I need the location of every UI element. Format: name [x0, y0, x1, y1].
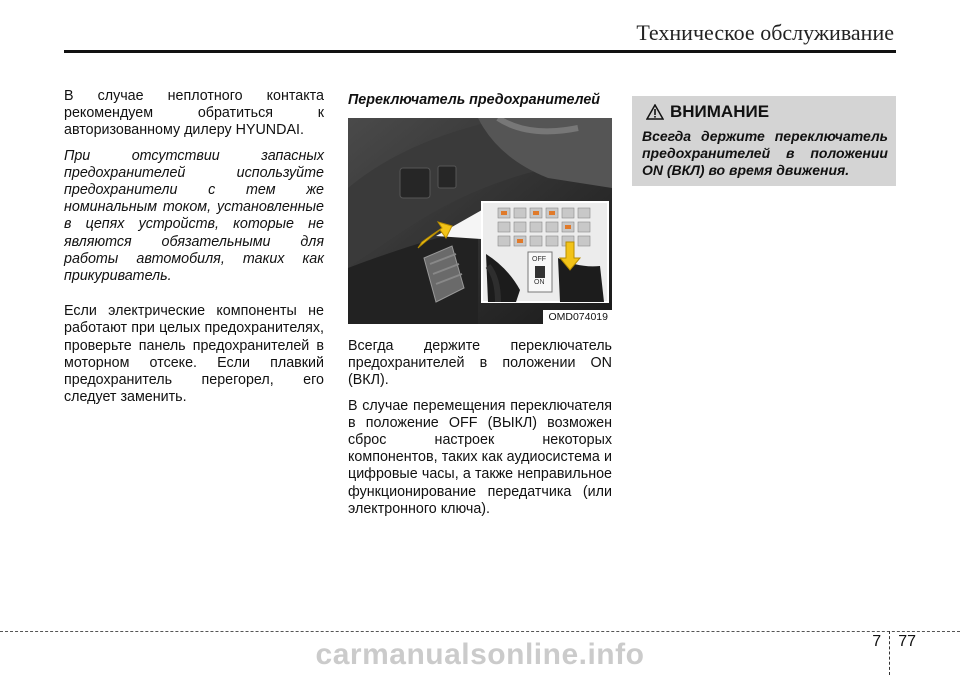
header-rule	[64, 50, 896, 53]
warning-text: Всегда держите переключатель предохранителей в положении ON (ВКЛ) во время движения.	[642, 128, 888, 178]
paragraph-keep-on: Всегда держите переключатель предохранителей в положении ON (ВКЛ).	[348, 338, 612, 389]
warning-box	[632, 96, 896, 186]
middle-column-text	[348, 338, 612, 518]
paragraph-dealer: В случае неплотного контакта рекомендуем обратиться к авторизованному дилеру HYUNDAI.	[64, 88, 324, 139]
footer-rule	[0, 631, 960, 632]
warning-title: ВНИМАНИЕ	[670, 102, 770, 121]
paragraph-engine-fuse-panel: Если электрические компоненты не работают при целых предохранителях, проверьте панель предохранителей в моторном отсеке. Если плавкий предохранитель перегорел, его следует заменить.	[64, 303, 324, 406]
fuse-switch-photo	[348, 118, 612, 324]
paragraph-spare-fuses: При отсутствии запасных предохранителей используйте предохранители с тем же номинальным током, установленные в цепях устройств, которые не являются обязательными для работы автомобиля, таких как прикуриватель.	[64, 147, 324, 285]
chapter-number: 7	[872, 633, 882, 650]
on-label: ON	[534, 279, 545, 286]
off-label: OFF	[532, 256, 546, 263]
image-code: OMD074019	[543, 310, 612, 324]
page-header-title: Техническое обслуживание	[636, 20, 894, 45]
warning-triangle-icon	[646, 104, 664, 120]
section-subtitle: Переключатель предохранителей	[348, 92, 601, 108]
left-column	[64, 88, 324, 406]
page-number-value: 77	[898, 633, 916, 650]
paragraph-off-effects: В случае перемещения переключателя в положение OFF (ВЫКЛ) возможен сброс настроек некоторых компонентов, таких как аудиосистема и цифровые часы, а также неправильное функционирование передатчика (или электронного ключа).	[348, 397, 612, 517]
watermark: carmanualsonline.info	[315, 638, 645, 671]
